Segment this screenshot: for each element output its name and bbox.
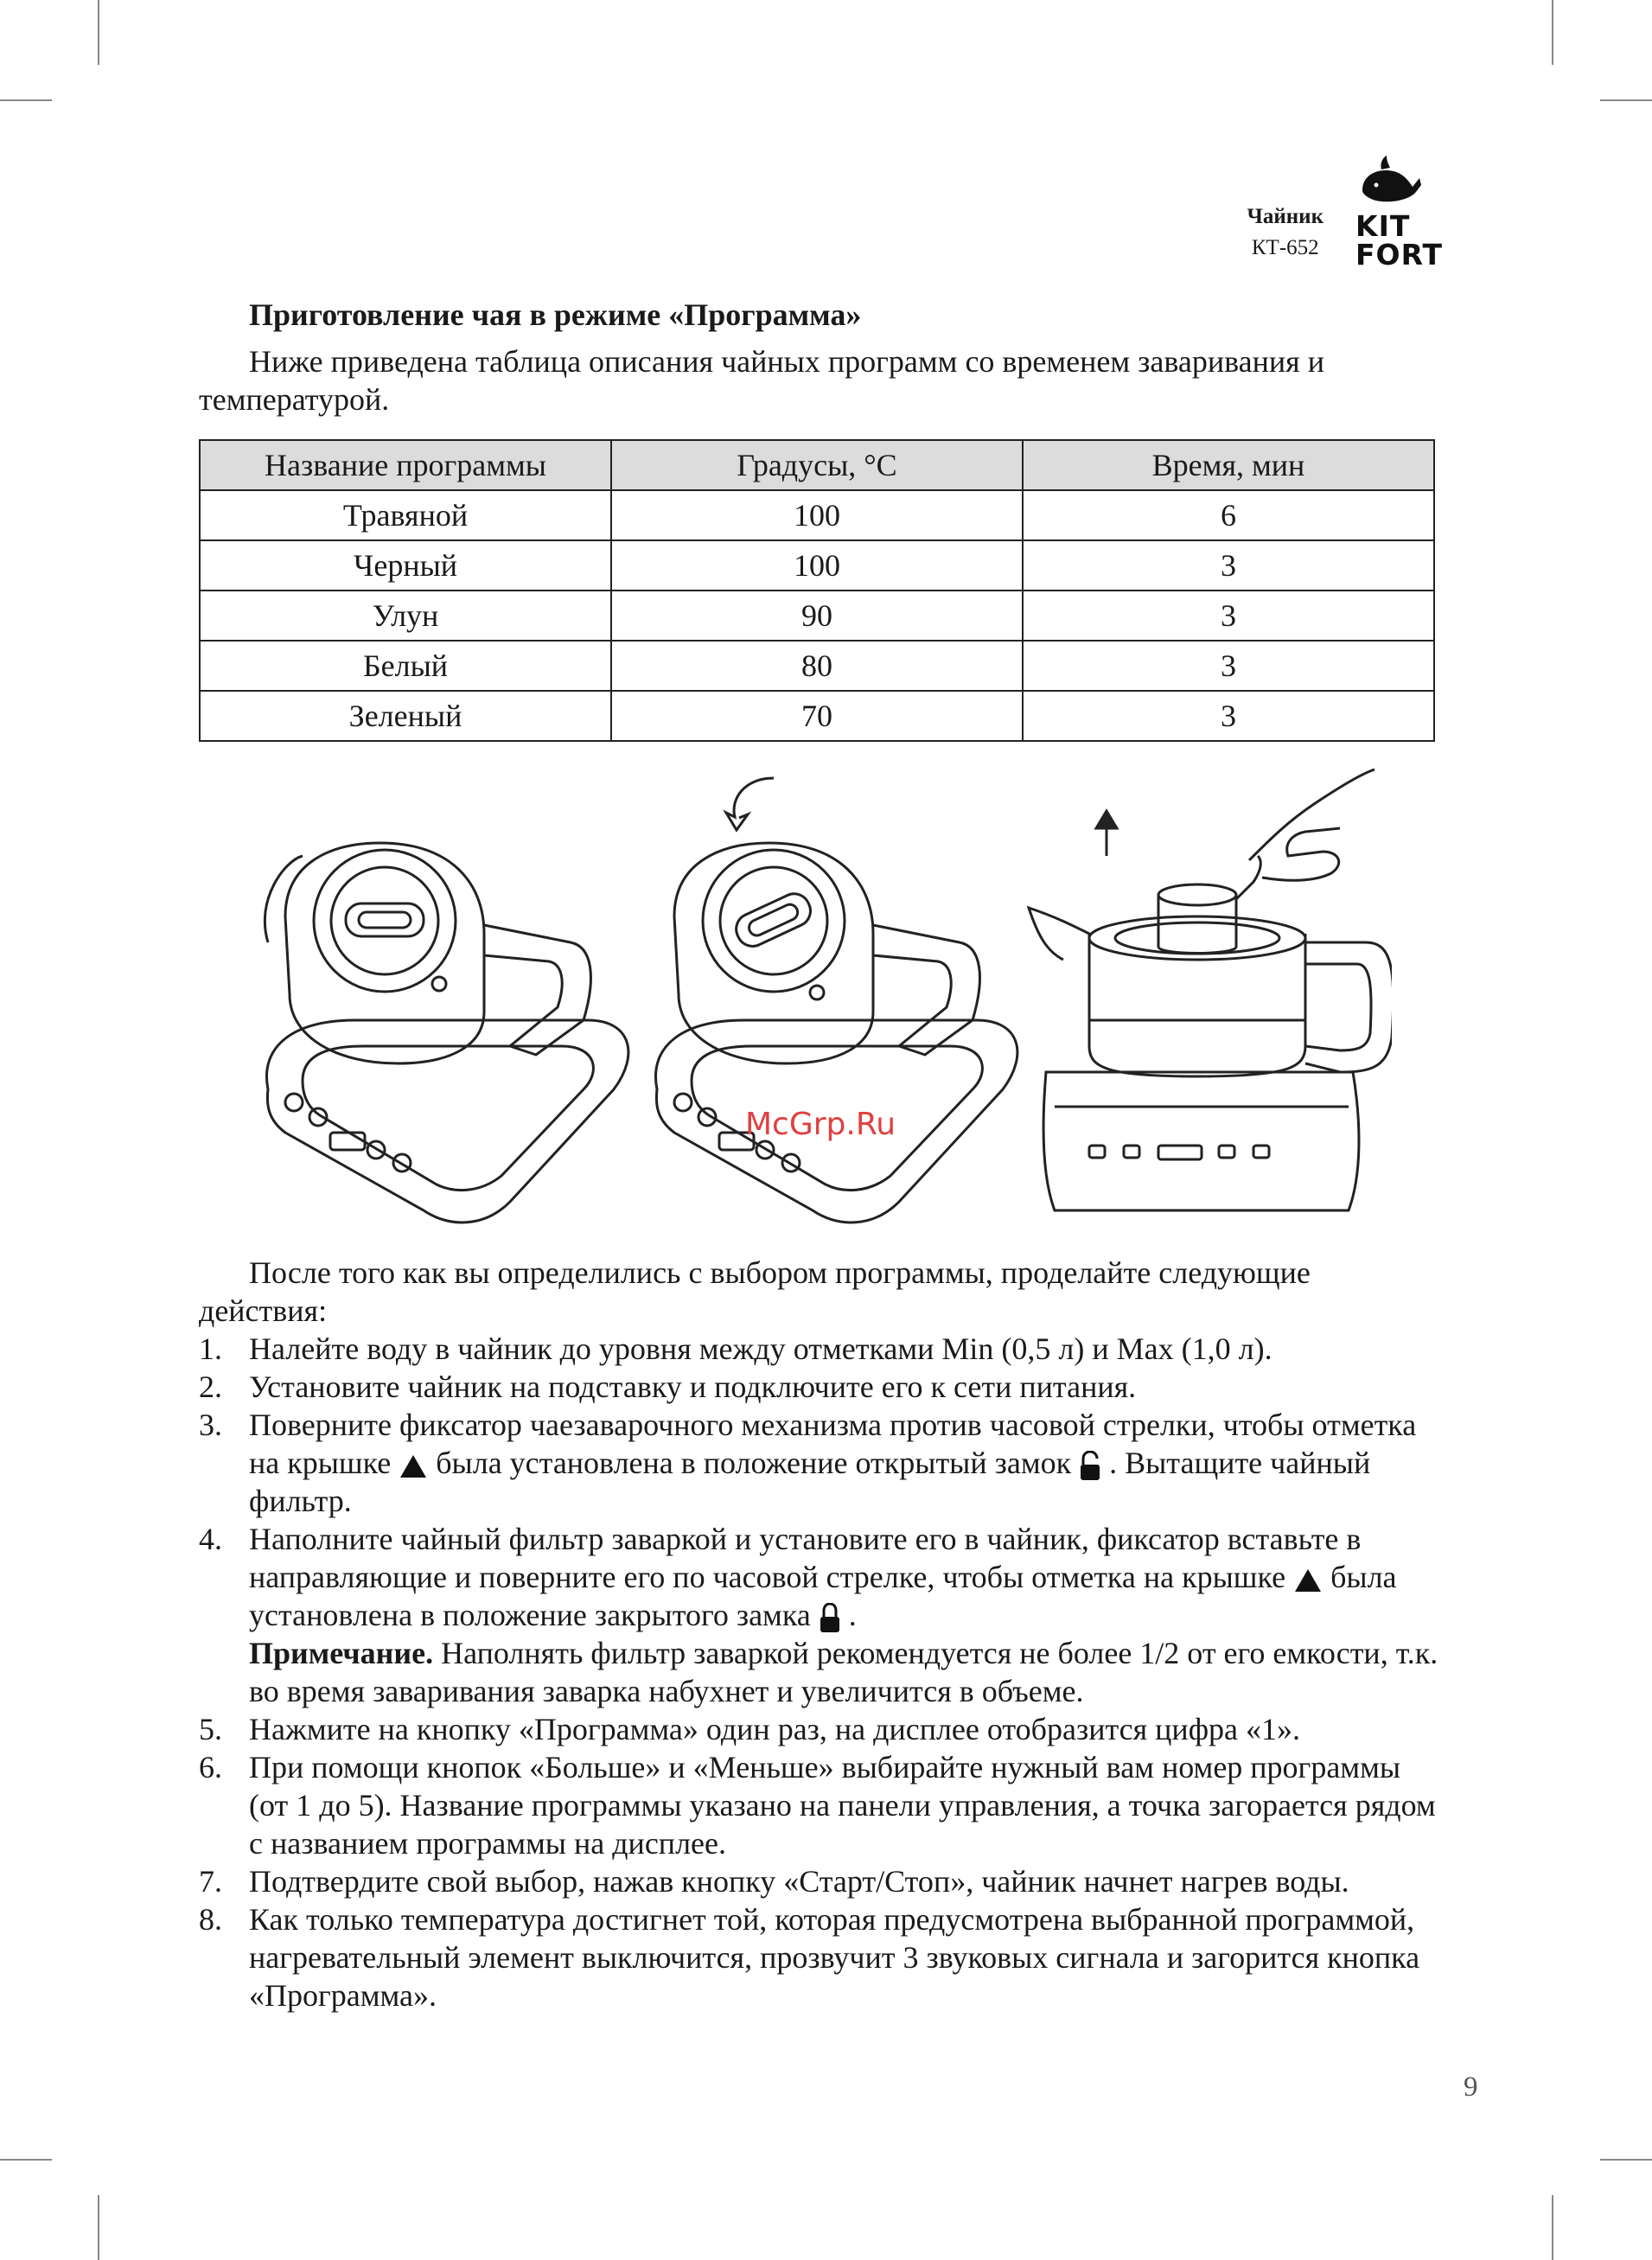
step-number: 6. [199,1750,222,1784]
step-3 [199,1406,1444,1520]
table-cell: 6 [1023,490,1434,540]
table-cell: 3 [1023,540,1434,591]
step-6 [199,1748,1444,1862]
watermark: McGrp.Ru [745,1107,896,1142]
step-text: При помощи кнопок «Больше» и «Меньше» выбирайте нужный вам номер программы (от 1 до 5). Название программы указано на панели управления, а точка загорается рядом с названием программы на дисплее. [249,1750,1436,1861]
step-number: 2. [199,1369,222,1404]
step-text: Установите чайник на подставку и подключите его к сети питания. [249,1369,1137,1404]
kettle-top-view-rotate-icon [655,778,1017,1223]
section-title: Приготовление чая в режиме «Программа» [249,297,862,332]
step-number: 3. [199,1408,222,1442]
logo-text-fort: FORT [1355,238,1444,271]
table-cell: 3 [1023,591,1434,641]
step-1 [199,1330,1444,1368]
step-5 [199,1710,1444,1748]
table-cell: 100 [611,540,1023,591]
brand-logo [1355,156,1468,269]
step-text: Поверните фиксатор чаезаварочного механизма против часовой стрелки, чтобы отметка на крышке [249,1408,1417,1480]
programs-table [199,439,1435,742]
note-label: Примечание. [249,1636,434,1670]
crop-mark [1552,2195,1553,2260]
kettle-top-view-locked-icon [265,843,628,1223]
step-4 [199,1520,1444,1710]
crop-mark [0,99,52,101]
crop-mark [1600,99,1652,101]
step-number: 8. [199,1902,222,1937]
model-number: КТ-652 [1251,236,1319,259]
table-cell: 80 [611,641,1023,691]
product-name: Чайник [1247,205,1324,228]
intro-paragraph: Ниже приведена таблица описания чайных программ со временем заваривания и температурой. [199,344,1325,417]
triangle-mark-icon [1293,1567,1323,1593]
instructions [199,1254,1444,2014]
step-2 [199,1368,1444,1406]
step-number: 7. [199,1864,222,1899]
crop-mark [1552,0,1553,65]
table-cell: 70 [611,691,1023,741]
logo-text-kit: KIT [1355,209,1411,243]
open-lock-icon [1079,1451,1101,1482]
step-7 [199,1862,1444,1900]
table-cell: Черный [200,540,611,591]
table-cell: 100 [611,490,1023,540]
table-cell: Белый [200,641,611,691]
closed-lock-icon [819,1603,841,1634]
table-cell: Зеленый [200,691,611,741]
step-number: 5. [199,1712,222,1746]
step-text: . [848,1598,857,1632]
table-cell: 3 [1023,691,1434,741]
kettle-side-view-filter-icon [1029,769,1392,1210]
instructions-intro: После того как вы определились с выбором программы, проделайте следующие действия: [199,1255,1311,1328]
step-number: 1. [199,1331,222,1366]
step-text: Нажмите на кнопку «Программа» один раз, на дисплее отобразится цифра «1». [249,1712,1301,1746]
kettle-illustrations [251,761,1392,1245]
document-header [1247,201,1324,264]
table-row [200,591,1434,641]
whale-logo-icon [1355,156,1425,207]
steps-list [199,1330,1444,2014]
table-row [200,490,1434,540]
crop-mark [0,2159,52,2161]
table-cell: 3 [1023,641,1434,691]
table-header-row [200,440,1434,490]
step-text: . Вытащите чайный фильтр. [249,1446,1371,1518]
step-text: была установлена в положение открытый замок [436,1446,1072,1480]
triangle-mark-icon [399,1453,428,1479]
table-cell: Улун [200,591,611,641]
step-text: Налейте воду в чайник до уровня между отметками Min (0,5 л) и Max (1,0 л). [249,1331,1272,1366]
table-row [200,540,1434,591]
column-header: Время, мин [1023,440,1434,490]
note-text: Наполнять фильтр заваркой рекомендуется не более 1/2 от его емкости, т.к. во время заваривания заварка набухнет и увеличится в объеме. [249,1636,1438,1708]
table-cell: Травяной [200,490,611,540]
column-header: Название программы [200,440,611,490]
crop-mark [1600,2159,1652,2161]
table-row [200,691,1434,741]
step-text: Наполните чайный фильтр заваркой и установите его в чайник, фиксатор вставьте в направляющие и поверните его по часовой стрелке, чтобы отметка на крышке [249,1522,1362,1594]
page-number: 9 [1464,2072,1478,2103]
step-8 [199,1900,1444,2014]
step-text: Как только температура достигнет той, которая предусмотрена выбранной программой, нагревательный элемент выключится, прозвучит 3 звуковых сигнала и загорится кнопка «Программа». [249,1902,1420,2013]
step-text: была установлена в положение закрытого замка [249,1560,1397,1632]
step-number: 4. [199,1522,222,1556]
table-cell: 90 [611,591,1023,641]
crop-mark [98,0,99,65]
crop-mark [98,2195,99,2260]
step-text: Подтвердите свой выбор, нажав кнопку «Старт/Стоп», чайник начнет нагрев воды. [249,1864,1349,1899]
table-row [200,641,1434,691]
column-header: Градусы, °С [611,440,1023,490]
